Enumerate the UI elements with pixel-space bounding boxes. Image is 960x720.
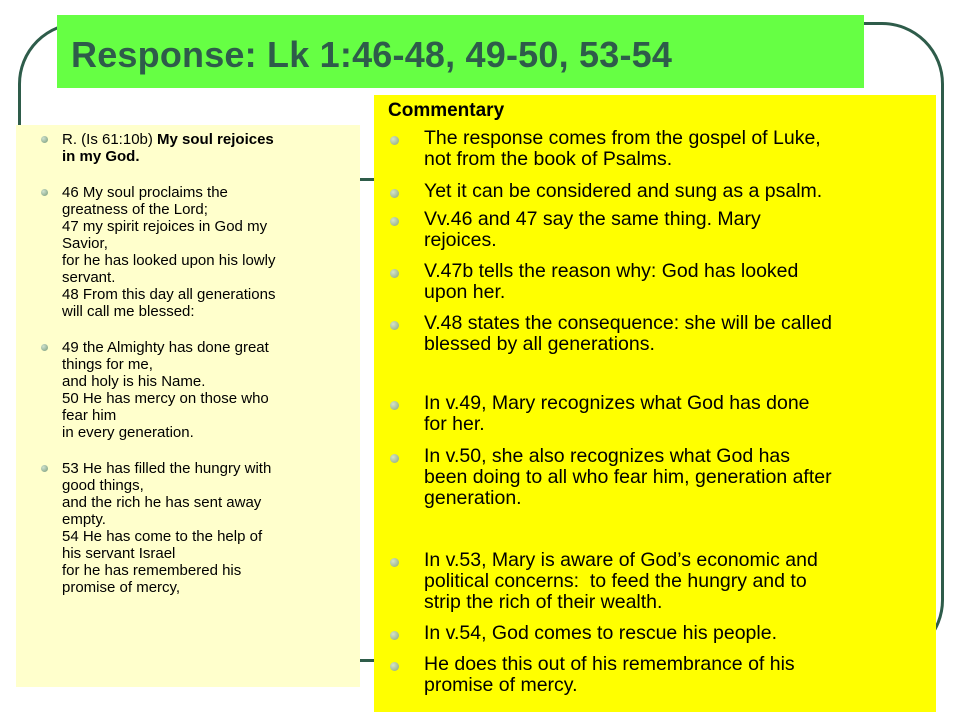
commentary-item bbox=[374, 181, 936, 202]
reading-line: 50 He has mercy on those who bbox=[62, 390, 269, 407]
reading-line: and holy is his Name. bbox=[62, 373, 206, 390]
reading-line: Savior, bbox=[62, 235, 108, 252]
commentary-line: generation. bbox=[424, 487, 522, 509]
commentary-line: political concerns: to feed the hungry and to bbox=[424, 570, 807, 592]
commentary-item bbox=[374, 261, 936, 303]
reading-line-bold: in my God. bbox=[62, 148, 140, 165]
commentary-line: In v.49, Mary recognizes what God has done bbox=[424, 392, 810, 414]
reading-line-bold: My soul rejoices bbox=[157, 131, 274, 148]
bullet-icon bbox=[390, 217, 399, 226]
reading-line: for he has remembered his bbox=[62, 562, 242, 579]
reading-line: good things, bbox=[62, 477, 144, 494]
reading-list bbox=[16, 131, 360, 615]
commentary-item bbox=[374, 128, 936, 170]
commentary-line: Yet it can be considered and sung as a psalm. bbox=[424, 180, 823, 202]
reading-panel bbox=[16, 125, 360, 687]
commentary-item bbox=[374, 623, 936, 644]
reading-item bbox=[16, 460, 360, 596]
bullet-icon bbox=[390, 662, 399, 671]
page-title: Response: Lk 1:46-48, 49-50, 53-54 bbox=[71, 34, 673, 75]
reading-line: in every generation. bbox=[62, 424, 194, 441]
bullet-icon bbox=[390, 269, 399, 278]
reading-line: 46 My soul proclaims the bbox=[62, 184, 228, 201]
bullet-icon bbox=[390, 189, 399, 198]
reading-line: servant. bbox=[62, 269, 116, 286]
reading-item bbox=[16, 184, 360, 320]
reading-line: things for me, bbox=[62, 356, 153, 373]
commentary-line: V.48 states the consequence: she will be called bbox=[424, 312, 832, 334]
bullet-icon bbox=[41, 136, 48, 143]
commentary-line: for her. bbox=[424, 413, 485, 435]
commentary-line: In v.53, Mary is aware of God’s economic and bbox=[424, 549, 818, 571]
commentary-item bbox=[374, 209, 936, 251]
commentary-line: rejoices. bbox=[424, 229, 497, 251]
commentary-item bbox=[374, 654, 936, 696]
reading-line: R. (Is 61:10b) bbox=[62, 131, 158, 148]
reading-line: 48 From this day all generations bbox=[62, 286, 276, 303]
bullet-icon bbox=[41, 189, 48, 196]
commentary-line: He does this out of his remembrance of his bbox=[424, 653, 795, 675]
commentary-line: The response comes from the gospel of Luke, bbox=[424, 127, 821, 149]
commentary-line: blessed by all generations. bbox=[424, 333, 655, 355]
reading-item bbox=[16, 131, 360, 165]
bullet-icon bbox=[390, 136, 399, 145]
commentary-heading: Commentary bbox=[388, 100, 505, 121]
reading-line: 49 the Almighty has done great bbox=[62, 339, 269, 356]
bullet-icon bbox=[390, 401, 399, 410]
bullet-icon bbox=[390, 321, 399, 330]
commentary-line: In v.54, God comes to rescue his people. bbox=[424, 622, 777, 644]
reading-line: and the rich he has sent away bbox=[62, 494, 262, 511]
commentary-line: In v.50, she also recognizes what God has bbox=[424, 445, 791, 467]
bullet-icon bbox=[390, 631, 399, 640]
reading-line: empty. bbox=[62, 511, 106, 528]
commentary-line: upon her. bbox=[424, 281, 506, 303]
commentary-line: not from the book of Psalms. bbox=[424, 148, 673, 170]
commentary-line: Vv.46 and 47 say the same thing. Mary bbox=[424, 208, 761, 230]
commentary-item bbox=[374, 393, 936, 435]
bullet-icon bbox=[390, 558, 399, 567]
commentary-panel bbox=[374, 95, 936, 712]
bullet-icon bbox=[41, 344, 48, 351]
commentary-item bbox=[374, 550, 936, 613]
reading-line: 54 He has come to the help of bbox=[62, 528, 263, 545]
reading-line: 53 He has filled the hungry with bbox=[62, 460, 272, 477]
bullet-icon bbox=[41, 465, 48, 472]
reading-line: for he has looked upon his lowly bbox=[62, 252, 276, 269]
bullet-icon bbox=[390, 454, 399, 463]
commentary-line: promise of mercy. bbox=[424, 674, 578, 696]
reading-line: his servant Israel bbox=[62, 545, 176, 562]
reading-line: 47 my spirit rejoices in God my bbox=[62, 218, 268, 235]
reading-line: will call me blessed: bbox=[62, 303, 195, 320]
commentary-line: been doing to all who fear him, generation after bbox=[424, 466, 832, 488]
commentary-line: strip the rich of their wealth. bbox=[424, 591, 663, 613]
commentary-item bbox=[374, 446, 936, 509]
reading-line: greatness of the Lord; bbox=[62, 201, 208, 218]
commentary-line: V.47b tells the reason why: God has looked bbox=[424, 260, 799, 282]
reading-item bbox=[16, 339, 360, 441]
reading-line: fear him bbox=[62, 407, 117, 424]
reading-line: promise of mercy, bbox=[62, 579, 181, 596]
commentary-item bbox=[374, 313, 936, 355]
title-banner bbox=[57, 15, 864, 88]
